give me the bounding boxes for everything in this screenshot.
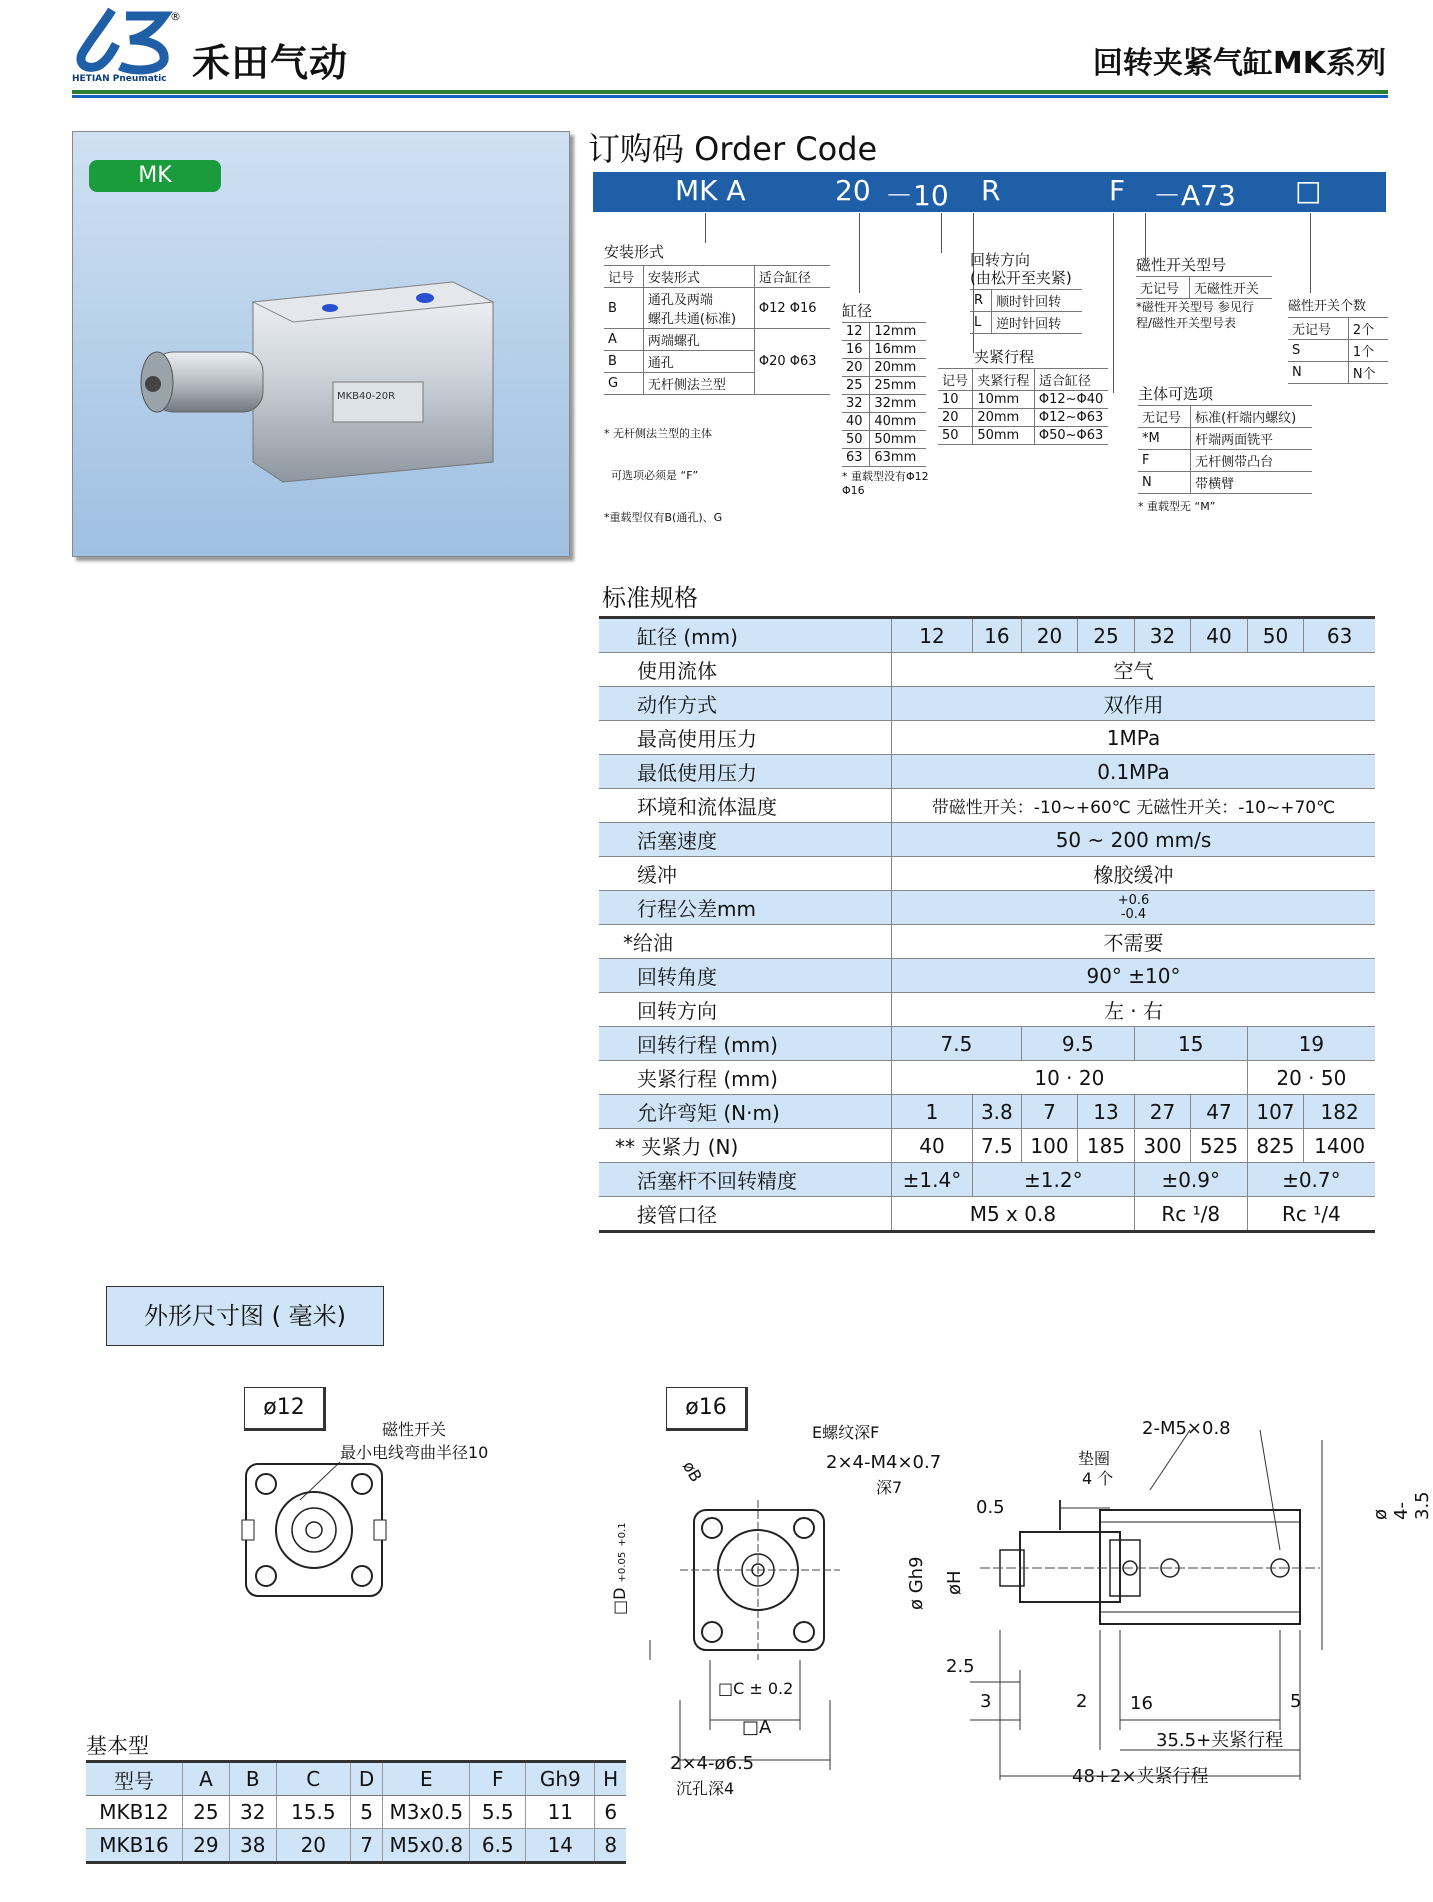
page-title: 回转夹紧气缸MK系列 xyxy=(1092,46,1386,81)
code-part-stroke: －10 xyxy=(885,179,949,212)
spec-row xyxy=(599,687,1375,721)
basic-cell: 20 xyxy=(276,1829,350,1863)
order-code-bar xyxy=(593,172,1386,212)
spec-value: ±1.4° xyxy=(892,1163,973,1197)
brand-name: 禾田气动 xyxy=(192,41,349,85)
leader-line xyxy=(1113,213,1114,393)
cell: 杆端两面铣平 xyxy=(1191,428,1312,450)
spec-row xyxy=(599,857,1375,891)
spec-row xyxy=(599,1197,1375,1232)
side-gh9: ø Gh9 xyxy=(906,1556,927,1610)
spec-table xyxy=(599,616,1375,1233)
fig1-front-view-icon xyxy=(240,1460,390,1600)
spec-value: 27 xyxy=(1134,1095,1190,1129)
fig2-phiB: øB xyxy=(678,1457,706,1486)
spec-value: 带磁性开关：-10~+60℃ 无磁性开关：-10~+70℃ xyxy=(892,789,1376,823)
rotation-table xyxy=(970,289,1082,334)
body-option-title: 主体可选项 xyxy=(1138,385,1214,403)
fig2-m4: 2×4-M4×0.7 xyxy=(826,1452,942,1473)
spec-label: 回转方向 xyxy=(599,993,892,1027)
basic-cell: 14 xyxy=(526,1829,595,1863)
spec-row xyxy=(599,1129,1375,1163)
clamp-stroke-title: 夹紧行程 xyxy=(974,348,1035,366)
fig2-thread: E螺纹深F xyxy=(812,1423,880,1442)
switch-qty-title: 磁性开关个数 xyxy=(1288,299,1367,314)
cell: 32 xyxy=(842,395,870,413)
body-option-block xyxy=(1138,385,1312,514)
bore-title: 缸径 xyxy=(842,302,873,320)
basic-header: Gh9 xyxy=(526,1762,595,1796)
bore-note: * 重载型没有Φ12 xyxy=(842,470,929,483)
switch-qty-block xyxy=(1288,299,1388,384)
spec-value: 182 xyxy=(1304,1095,1375,1129)
spec-value: 7.5 xyxy=(892,1027,1022,1061)
fig2-front-view-icon xyxy=(690,1500,830,1660)
spec-label: 最低使用压力 xyxy=(599,755,892,789)
switch-qty-table xyxy=(1288,317,1388,384)
basic-row xyxy=(86,1829,626,1863)
mount-note: 可选项必须是 “F” xyxy=(604,469,699,482)
cell: R xyxy=(970,290,992,312)
cell: 无记号 xyxy=(1136,277,1189,299)
spec-row xyxy=(599,891,1375,925)
fig2-D-tol-plus: +0.05 xyxy=(617,1551,628,1583)
basic-header: 型号 xyxy=(86,1762,183,1796)
cell: L xyxy=(970,312,992,334)
side-2: 2 xyxy=(1076,1691,1088,1712)
cell: 63 xyxy=(842,449,870,467)
side-len2: 48+2×夹紧行程 xyxy=(1072,1766,1209,1787)
basic-cell: 7 xyxy=(350,1829,382,1863)
spec-title: 标准规格 xyxy=(602,584,698,612)
code-part-series: MK A xyxy=(675,174,746,207)
side-h: øH xyxy=(944,1570,965,1595)
side-5: 5 xyxy=(1290,1691,1302,1712)
spec-label: 使用流体 xyxy=(599,653,892,687)
header-divider-blue xyxy=(72,95,1388,98)
spec-bore: 16 xyxy=(972,618,1021,653)
code-part-option: F xyxy=(1109,174,1126,207)
spec-value: 10 · 20 xyxy=(892,1061,1248,1095)
cell: N xyxy=(1288,362,1348,384)
cell: 标准(杆端内螺纹) xyxy=(1191,406,1312,428)
cell: 12mm xyxy=(870,323,926,341)
cell: 20mm xyxy=(870,359,926,377)
spec-value: 100 xyxy=(1021,1129,1077,1163)
cell: 16 xyxy=(842,341,870,359)
spec-bore: 50 xyxy=(1247,618,1303,653)
spec-bore: 12 xyxy=(892,618,973,653)
basic-cell: 25 xyxy=(183,1796,230,1829)
spec-value: 9.5 xyxy=(1021,1027,1134,1061)
switch-type-block xyxy=(1136,256,1272,331)
basic-cell: M5x0.8 xyxy=(383,1829,470,1863)
cell: 12 xyxy=(842,323,870,341)
tol-minus: -0.4 xyxy=(1120,906,1147,922)
basic-header-row xyxy=(86,1762,626,1796)
cell: 25 xyxy=(842,377,870,395)
spec-row xyxy=(599,993,1375,1027)
spec-bore: 63 xyxy=(1304,618,1375,653)
side-washer: 垫圈 xyxy=(1078,1449,1111,1468)
spec-row xyxy=(599,653,1375,687)
leader-line xyxy=(705,213,706,243)
cell: B xyxy=(604,351,643,373)
spec-label: 允许弯矩 (N·m) xyxy=(599,1095,892,1129)
side-25: 2.5 xyxy=(946,1656,975,1677)
spec-value: 1MPa xyxy=(892,721,1376,755)
spec-value: 90° ±10° xyxy=(892,959,1376,993)
spec-label: 接管口径 xyxy=(599,1197,892,1232)
header-divider xyxy=(72,90,1388,94)
spec-label: 回转行程 (mm) xyxy=(599,1027,892,1061)
spec-value: 525 xyxy=(1191,1129,1247,1163)
bore-block xyxy=(842,302,929,498)
code-part-qty: □ xyxy=(1295,174,1322,207)
fig2-A: □A xyxy=(742,1717,772,1738)
leader-line xyxy=(859,213,860,293)
cell: 两端螺孔 xyxy=(643,329,754,351)
cell: 16mm xyxy=(870,341,926,359)
spec-label: 行程公差mm xyxy=(599,891,892,925)
basic-header: E xyxy=(383,1762,470,1796)
basic-title: 基本型 xyxy=(86,1734,149,1758)
side-16: 16 xyxy=(1130,1693,1153,1714)
mount-note: * 无杆侧法兰型的主体 xyxy=(604,427,712,440)
spec-label: 夹紧行程 (mm) xyxy=(599,1061,892,1095)
order-code-title: 订购码 Order Code xyxy=(588,130,878,168)
tol-plus: +0.6 xyxy=(1117,892,1150,908)
spec-label: 活塞杆不回转精度 xyxy=(599,1163,892,1197)
switch-note: 程/磁性开关型号表 xyxy=(1136,316,1237,330)
cell: *M xyxy=(1138,428,1191,450)
basic-cell: 5 xyxy=(350,1796,382,1829)
hdr: 安装形式 xyxy=(643,266,754,288)
registered-mark: ® xyxy=(170,10,181,23)
body-option-table xyxy=(1138,405,1312,494)
cell: 40 xyxy=(842,413,870,431)
spec-value: 13 xyxy=(1078,1095,1134,1129)
fig2-dim-lines-icon xyxy=(650,1640,850,1770)
spec-label: 最高使用压力 xyxy=(599,721,892,755)
basic-cell: 32 xyxy=(229,1796,276,1829)
cell: 50mm xyxy=(870,431,926,449)
basic-header: H xyxy=(595,1762,626,1796)
cell: A xyxy=(604,329,643,351)
spec-value: 1 xyxy=(892,1095,973,1129)
clamp-stroke-block xyxy=(938,348,1108,445)
leader-line xyxy=(941,213,942,253)
spec-value: 7.5 xyxy=(972,1129,1021,1163)
hdr: 记号 xyxy=(938,369,973,391)
basic-cell: 38 xyxy=(229,1829,276,1863)
spec-value: 左 · 右 xyxy=(892,993,1376,1027)
basic-header: C xyxy=(276,1762,350,1796)
cell: 20 xyxy=(842,359,870,377)
rotation-subtitle: (由松开至夹紧) xyxy=(970,269,1072,287)
basic-header: B xyxy=(229,1762,276,1796)
spec-value: ±0.7° xyxy=(1247,1163,1375,1197)
spec-value: 双作用 xyxy=(892,687,1376,721)
spec-value: 7 xyxy=(1021,1095,1077,1129)
cell: 10mm xyxy=(973,391,1035,409)
basic-cell: 29 xyxy=(183,1829,230,1863)
spec-value: 50 ~ 200 mm/s xyxy=(892,823,1376,857)
fig1-note: 最小电线弯曲半径10 xyxy=(340,1443,489,1462)
spec-bore: 20 xyxy=(1021,618,1077,653)
spec-label: ** 夹紧力 (N) xyxy=(599,1129,892,1163)
cell: 50 xyxy=(842,431,870,449)
basic-cell: M3x0.5 xyxy=(383,1796,470,1829)
cell: 10 xyxy=(938,391,973,409)
code-part-rotation: R xyxy=(981,174,1001,207)
cell: 无杆侧法兰型 xyxy=(643,373,754,395)
spec-row xyxy=(599,721,1375,755)
hdr: 适合缸径 xyxy=(754,266,830,288)
side-dia35: ø 4-3.5 xyxy=(1370,1491,1433,1520)
mount-table xyxy=(604,265,830,395)
header xyxy=(0,0,1400,100)
cell: 20 xyxy=(938,409,973,427)
basic-cell: 6.5 xyxy=(470,1829,526,1863)
basic-cell: 11 xyxy=(526,1796,595,1829)
fig1-label: ø12 xyxy=(244,1387,326,1431)
spec-row xyxy=(599,1163,1375,1197)
cell: Φ12~Φ63 xyxy=(1034,409,1108,427)
spec-value: 不需要 xyxy=(892,925,1376,959)
spec-row xyxy=(599,755,1375,789)
product-photo xyxy=(72,131,570,557)
basic-cell: 15.5 xyxy=(276,1796,350,1829)
spec-value: 0.1MPa xyxy=(892,755,1376,789)
basic-header: D xyxy=(350,1762,382,1796)
spec-value: 20 · 50 xyxy=(1247,1061,1375,1095)
cell: 50mm xyxy=(973,427,1035,445)
cell: N xyxy=(1138,472,1191,494)
bore-note: Φ16 xyxy=(842,484,865,497)
cell: 40mm xyxy=(870,413,926,431)
basic-table xyxy=(86,1760,626,1864)
spec-label: 缓冲 xyxy=(599,857,892,891)
side-m5: 2-M5×0.8 xyxy=(1142,1418,1231,1439)
spec-label: 活塞速度 xyxy=(599,823,892,857)
mount-title: 安装形式 xyxy=(604,243,665,261)
spec-bore: 40 xyxy=(1191,618,1247,653)
series-badge: MK xyxy=(89,160,221,192)
switch-type-table xyxy=(1136,276,1272,299)
spec-label: 环境和流体温度 xyxy=(599,789,892,823)
mount-note: *重载型仅有B(通孔)、G xyxy=(604,511,723,524)
spec-value: 40 xyxy=(892,1129,973,1163)
spec-value: 15 xyxy=(1134,1027,1247,1061)
spec-bore: 25 xyxy=(1078,618,1134,653)
spec-label: 回转角度 xyxy=(599,959,892,993)
hdr: 记号 xyxy=(604,266,643,288)
side-05: 0.5 xyxy=(976,1497,1005,1518)
spec-value xyxy=(892,891,1376,925)
spec-value: 47 xyxy=(1191,1095,1247,1129)
cell: 顺时针回转 xyxy=(992,290,1082,312)
fig2-hole-depth: 沉孔深4 xyxy=(676,1779,735,1798)
spec-row xyxy=(599,925,1375,959)
fig1-note: 磁性开关 xyxy=(382,1420,447,1439)
spec-value: 107 xyxy=(1247,1095,1303,1129)
cell: 无记号 xyxy=(1288,318,1348,340)
cell: 63mm xyxy=(870,449,926,467)
basic-row xyxy=(86,1796,626,1829)
clamp-stroke-table xyxy=(938,368,1108,445)
cell: 无磁性开关 xyxy=(1189,277,1272,299)
basic-cell: MKB12 xyxy=(86,1796,183,1829)
hdr: 适合缸径 xyxy=(1034,369,1108,391)
spec-value: ±1.2° xyxy=(972,1163,1134,1197)
cell: 2个 xyxy=(1348,318,1388,340)
spec-value: 1400 xyxy=(1304,1129,1375,1163)
code-part-switch: －A73 xyxy=(1153,179,1236,212)
rotation-title: 回转方向 xyxy=(970,251,1031,269)
brand-english: HETIAN Pneumatic xyxy=(72,74,167,84)
cell: 无杆侧带凸台 xyxy=(1191,450,1312,472)
dimension-title: 外形尺寸图 ( 毫米) xyxy=(106,1286,384,1346)
spec-value: Rc ¹/8 xyxy=(1134,1197,1247,1232)
side-len1: 35.5+夹紧行程 xyxy=(1156,1730,1284,1751)
spec-value: 橡胶缓冲 xyxy=(892,857,1376,891)
cell: F xyxy=(1138,450,1191,472)
cell: 逆时针回转 xyxy=(992,312,1082,334)
spec-value: 19 xyxy=(1247,1027,1375,1061)
leader-line xyxy=(1310,213,1311,293)
basic-cell: MKB16 xyxy=(86,1829,183,1863)
spec-value: Rc ¹/4 xyxy=(1247,1197,1375,1232)
spec-row xyxy=(599,959,1375,993)
basic-header: A xyxy=(183,1762,230,1796)
brand-logo-icon xyxy=(72,6,182,76)
spec-row xyxy=(599,618,1375,653)
basic-cell: 8 xyxy=(595,1829,626,1863)
fig2-C: □C ± 0.2 xyxy=(718,1679,794,1698)
cell: 25mm xyxy=(870,377,926,395)
spec-label: 动作方式 xyxy=(599,687,892,721)
cell: 32mm xyxy=(870,395,926,413)
nameplate-text: MKB40-20R xyxy=(337,391,396,402)
cylinder-illustration-icon xyxy=(133,262,553,512)
basic-header: F xyxy=(470,1762,526,1796)
mount-block xyxy=(604,243,830,553)
hdr: 夹紧行程 xyxy=(973,369,1035,391)
fig2-D xyxy=(610,1522,629,1615)
switch-note: *磁性开关型号 参见行 xyxy=(1136,300,1254,314)
cell: 1个 xyxy=(1348,340,1388,362)
fig2-label: ø16 xyxy=(666,1387,748,1431)
side-washer-qty: 4 个 xyxy=(1082,1469,1114,1488)
spec-value: 空气 xyxy=(892,653,1376,687)
cell: Φ12 Φ16 xyxy=(754,288,830,329)
cell: 20mm xyxy=(973,409,1035,427)
cell: N个 xyxy=(1348,362,1388,384)
spec-bore: 32 xyxy=(1134,618,1190,653)
spec-value: 3.8 xyxy=(972,1095,1021,1129)
spec-value: 185 xyxy=(1078,1129,1134,1163)
cell: Φ50~Φ63 xyxy=(1034,427,1108,445)
cell: Φ20 Φ63 xyxy=(754,329,830,395)
basic-cell: 6 xyxy=(604,1800,618,1824)
cell: B xyxy=(604,288,643,329)
body-option-note: * 重载型无 “M” xyxy=(1138,500,1216,513)
side-view-icon xyxy=(960,1430,1340,1780)
cell: 通孔及两端 螺孔共通(标准) xyxy=(643,288,754,329)
code-part-bore: 20 xyxy=(835,174,871,207)
spec-row xyxy=(599,789,1375,823)
cell: Φ12~Φ40 xyxy=(1034,391,1108,409)
side-3: 3 xyxy=(980,1691,992,1712)
spec-row xyxy=(599,1061,1375,1095)
bore-table xyxy=(842,322,926,467)
switch-type-title: 磁性开关型号 xyxy=(1136,256,1227,274)
spec-value: M5 x 0.8 xyxy=(892,1197,1135,1232)
fig2-D-tol-minus: +0.1 xyxy=(617,1522,628,1547)
fig2-m4-depth: 深7 xyxy=(876,1478,903,1497)
spec-label: 缸径 (mm) xyxy=(599,618,892,653)
cell: G xyxy=(604,373,643,395)
spec-row xyxy=(599,1027,1375,1061)
cell: 50 xyxy=(938,427,973,445)
spec-value: ±0.9° xyxy=(1134,1163,1247,1197)
rotation-block xyxy=(970,251,1082,334)
fig2-hole: 2×4-ø6.5 xyxy=(670,1753,755,1774)
cell: 无记号 xyxy=(1138,406,1191,428)
cell: 带横臂 xyxy=(1191,472,1312,494)
spec-value: 825 xyxy=(1247,1129,1303,1163)
cell: S xyxy=(1288,340,1348,362)
spec-row xyxy=(599,823,1375,857)
spec-label: *给油 xyxy=(599,925,892,959)
cell: 通孔 xyxy=(643,351,754,373)
basic-cell: 5.5 xyxy=(470,1796,526,1829)
fig2-D-label: □D xyxy=(610,1587,629,1615)
spec-row xyxy=(599,1095,1375,1129)
spec-value: 300 xyxy=(1134,1129,1190,1163)
